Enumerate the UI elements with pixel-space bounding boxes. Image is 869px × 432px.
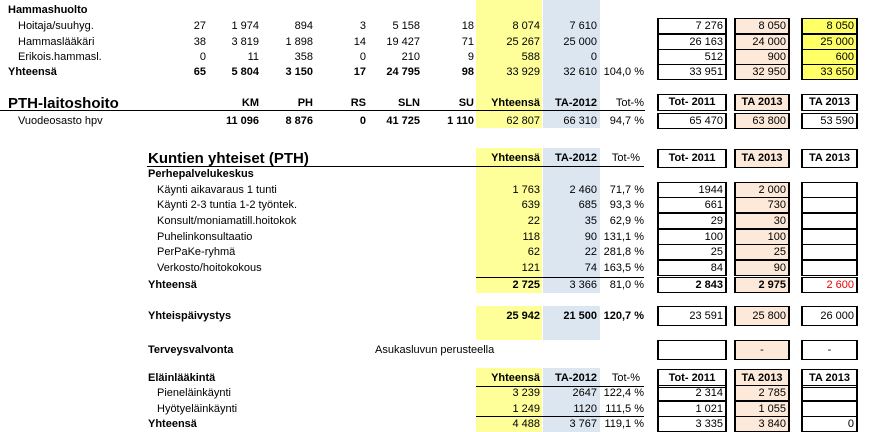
value-box-tot-2011: 2 843 <box>657 277 727 293</box>
section-title: Hammashuolto <box>8 4 88 16</box>
value-box-tot-2011: 7 276 <box>657 18 727 34</box>
section-title: PTH-laitoshoito <box>8 95 119 112</box>
value-box-tot-2011: 2 314 <box>657 385 727 401</box>
value-box-ta-2013-alt <box>801 385 858 401</box>
yhteensa-value: 1 249 <box>512 403 540 415</box>
group-label: Perhepalvelukeskus <box>148 168 254 180</box>
divider <box>0 110 645 111</box>
row-label: Yhteispäivystys <box>148 310 232 322</box>
column-header: SLN <box>398 97 420 109</box>
value-cell: 14 <box>353 36 366 48</box>
value-cell: 358 <box>294 51 313 63</box>
column-header-box: TA 2013 <box>734 149 790 168</box>
value-box-ta-2013-alt: - <box>801 340 858 360</box>
column-header: Tot-% <box>611 372 640 384</box>
value-box-tot-2011: 3 335 <box>657 416 727 432</box>
yhteensa-value: 8 074 <box>512 20 540 32</box>
value-box-ta-2013-alt: 33 650 <box>801 64 858 80</box>
value-cell: 0 <box>359 51 366 63</box>
row-label: Verkosto/hoitokokous <box>157 262 262 274</box>
ta2012-value: 3 366 <box>569 279 597 291</box>
column-header: TA-2012 <box>555 97 597 109</box>
row-label: Hoitaja/suuhyg. <box>18 20 94 32</box>
row-label: Hammaslääkäri <box>18 36 95 48</box>
tot-percent-value: 111,5 % <box>605 403 644 415</box>
value-box-tot-2011: 23 591 <box>657 306 727 326</box>
value-box-ta-2013-alt: 25 000 <box>801 34 858 50</box>
value-box-ta-2013: 900 <box>734 49 790 65</box>
value-box-tot-2011: 100 <box>657 229 727 245</box>
value-cell: 5 804 <box>231 66 259 78</box>
column-header: PH <box>297 97 313 109</box>
tot-percent-value: 62,9 % <box>609 215 644 227</box>
tot-percent-value: 122,4 % <box>603 387 644 399</box>
yhteensa-value: 121 <box>521 262 540 274</box>
value-cell: 41 725 <box>386 115 420 127</box>
value-box-ta-2013-alt <box>801 229 858 245</box>
value-box-ta-2013: 24 000 <box>734 34 790 50</box>
yhteensa-value: 62 807 <box>506 115 540 127</box>
yhteensa-value: 4 488 <box>512 418 540 430</box>
column-header-box: TA 2013 <box>801 94 858 111</box>
value-box-ta-2013: 90 <box>734 260 790 276</box>
yhteensa-value: 62 <box>527 246 540 258</box>
ta2012-value: 1120 <box>573 403 597 415</box>
row-label: Vuodeosasto hpv <box>18 115 103 127</box>
value-box-ta-2013: 32 950 <box>734 64 790 80</box>
row-label: Hyötyeläinkäynti <box>157 403 238 415</box>
tot-percent-value <box>544 19 644 33</box>
column-header: Yhteensä <box>491 152 540 164</box>
column-header: TA-2012 <box>555 152 597 164</box>
value-cell: 210 <box>401 51 420 63</box>
tot-percent-value: 104,0 % <box>603 66 644 78</box>
value-box-ta-2013: 100 <box>734 229 790 245</box>
value-box-tot-2011: 1944 <box>657 182 727 198</box>
value-cell: 18 <box>461 20 474 32</box>
value-box-ta-2013: 3 840 <box>734 416 790 432</box>
row-label: Konsult/moniamatill.hoitokok <box>157 215 297 227</box>
ta2012-value: 21 500 <box>563 310 597 322</box>
yhteensa-value: 33 929 <box>506 66 540 78</box>
note-text: Asukasluvun perusteella <box>375 344 495 356</box>
tot-percent-value: 163,5 % <box>603 262 644 274</box>
tot-percent-value <box>544 35 644 49</box>
column-header: Yhteensä <box>491 372 540 384</box>
tot-percent-value: 119,1 % <box>604 418 644 430</box>
row-label: Käynti 2-3 tuntia 1-2 työntek. <box>157 199 298 211</box>
value-box-ta-2013: - <box>734 340 790 360</box>
yhteensa-value: 25 267 <box>506 36 540 48</box>
value-cell: 1 898 <box>285 36 313 48</box>
value-cell: 65 <box>193 66 206 78</box>
value-cell: 17 <box>353 66 366 78</box>
value-box-ta-2013-alt: 8 050 <box>801 18 858 34</box>
value-cell: 0 <box>359 115 366 127</box>
value-cell: 5 158 <box>392 20 420 32</box>
column-header-box: Tot- 2011 <box>657 369 727 388</box>
row-label: Pieneläinkäynti <box>157 387 231 399</box>
value-cell: 1 974 <box>231 20 259 32</box>
value-box-ta-2013-alt <box>801 244 858 260</box>
value-cell: 38 <box>193 36 206 48</box>
ta2012-value: 66 310 <box>563 115 597 127</box>
value-box-ta-2013-alt: 26 000 <box>801 306 858 326</box>
value-box-ta-2013: 63 800 <box>734 113 790 129</box>
value-cell: 3 819 <box>231 36 259 48</box>
value-cell: 894 <box>294 20 313 32</box>
value-cell: 3 <box>359 20 366 32</box>
value-box-tot-2011: 512 <box>657 49 727 65</box>
ta2012-value: 685 <box>578 199 597 211</box>
value-box-ta-2013-alt: 600 <box>801 49 858 65</box>
value-box-ta-2013-alt: 0 <box>801 416 858 432</box>
column-header: Yhteensä <box>491 97 540 109</box>
tot-percent-value: 71,7 % <box>609 184 644 196</box>
ta2012-value: 0 <box>590 51 597 63</box>
tot-percent-value: 93,3 % <box>609 199 644 211</box>
total-label: Yhteensä <box>8 66 57 78</box>
value-cell: 8 876 <box>285 115 313 127</box>
column-header: SU <box>458 97 474 109</box>
value-box-ta-2013: 730 <box>734 197 790 213</box>
ta2012-value: 90 <box>584 231 597 243</box>
column-header-box: TA 2013 <box>734 94 790 111</box>
value-cell: 11 096 <box>225 115 259 127</box>
value-cell: 11 <box>247 51 259 63</box>
row-label: Erikois.hammasl. <box>18 51 102 63</box>
column-header-box: TA 2013 <box>801 149 858 168</box>
value-box-ta-2013-alt: 2 600 <box>801 277 858 293</box>
yhteensa-value: 22 <box>527 215 540 227</box>
tot-percent-value <box>544 50 644 64</box>
tot-percent-value: 120,7 % <box>603 310 644 322</box>
yhteensa-value: 118 <box>522 231 540 243</box>
value-cell: 24 795 <box>386 66 420 78</box>
row-label: Terveysvalvonta <box>148 344 234 356</box>
value-cell: 1 110 <box>447 115 474 127</box>
tot-percent-value: 94,7 % <box>609 115 644 127</box>
ta2012-value: 2647 <box>572 387 597 399</box>
row-label: PerPaKe-ryhmä <box>157 246 236 258</box>
value-box-ta-2013-alt: 53 590 <box>801 113 858 129</box>
value-cell: 71 <box>461 36 474 48</box>
tot-percent-value: 281,8 % <box>603 246 644 258</box>
ta2012-value: 7 610 <box>569 20 597 32</box>
value-box-ta-2013-alt <box>801 260 858 276</box>
value-cell: 19 427 <box>386 36 420 48</box>
value-box-ta-2013: 2 975 <box>734 277 790 293</box>
yhteensa-value: 2 725 <box>512 279 540 291</box>
value-cell: 0 <box>199 51 206 63</box>
column-header-box: Tot- 2011 <box>657 149 727 168</box>
value-cell: 27 <box>193 20 206 32</box>
value-box-ta-2013-alt <box>801 401 858 417</box>
value-box-ta-2013: 25 800 <box>734 306 790 326</box>
tot-percent-value: 131,1 % <box>603 231 644 243</box>
column-header-box: Tot- 2011 <box>657 94 727 111</box>
yhteensa-value: 3 239 <box>512 387 540 399</box>
value-box-tot-2011: 33 951 <box>657 64 727 80</box>
value-box-ta-2013: 2 000 <box>734 182 790 198</box>
column-header: KM <box>241 97 259 109</box>
value-box-ta-2013: 8 050 <box>734 18 790 34</box>
value-box-tot-2011: 26 163 <box>657 34 727 50</box>
column-header: RS <box>350 97 366 109</box>
ta2012-value: 32 610 <box>563 66 597 78</box>
value-box-tot-2011: 65 470 <box>657 113 727 129</box>
total-label: Yhteensä <box>148 418 197 430</box>
row-label: Käynti aikavaraus 1 tunti <box>157 184 277 196</box>
value-cell: 98 <box>461 66 474 78</box>
column-header-box: TA 2013 <box>734 369 790 388</box>
total-label: Yhteensä <box>148 279 197 291</box>
section-title: Kuntien yhteiset (PTH) <box>148 150 309 167</box>
ta2012-value: 74 <box>584 262 597 274</box>
value-box-tot-2011: 84 <box>657 260 727 276</box>
ta2012-value: 35 <box>584 215 597 227</box>
column-header: Tot-% <box>615 97 644 109</box>
column-header: Tot-% <box>611 152 640 164</box>
yhteensa-value: 1 763 <box>512 184 540 196</box>
ta2012-value: 25 000 <box>563 36 597 48</box>
value-cell: 3 150 <box>285 66 313 78</box>
value-box-tot-2011: 661 <box>657 197 727 213</box>
section-title: Eläinlääkintä <box>148 372 216 384</box>
value-cell: 9 <box>467 51 474 63</box>
value-box-ta-2013: 1 055 <box>734 401 790 417</box>
value-box-ta-2013-alt <box>801 182 858 198</box>
value-box-ta-2013: 25 <box>734 244 790 260</box>
value-box-tot-2011: 1 021 <box>657 401 727 417</box>
yhteensa-value: 25 942 <box>506 310 540 322</box>
column-header-box: TA 2013 <box>801 369 858 388</box>
tot-percent-value: 81,0 % <box>609 279 644 291</box>
value-box-ta-2013: 30 <box>734 213 790 229</box>
yhteensa-value: 639 <box>521 199 540 211</box>
row-label: Puhelinkonsultaatio <box>157 231 253 243</box>
yhteensa-value: 588 <box>521 51 540 63</box>
value-box-tot-2011 <box>657 340 727 360</box>
value-box-ta-2013-alt <box>801 213 858 229</box>
column-header: TA-2012 <box>555 372 597 384</box>
value-box-tot-2011: 25 <box>657 244 727 260</box>
value-box-ta-2013-alt <box>801 197 858 213</box>
value-box-tot-2011: 29 <box>657 213 727 229</box>
ta2012-value: 22 <box>584 246 597 258</box>
ta2012-value: 2 460 <box>569 184 597 196</box>
ta2012-value: 3 767 <box>569 418 597 430</box>
value-box-ta-2013: 2 785 <box>734 385 790 401</box>
